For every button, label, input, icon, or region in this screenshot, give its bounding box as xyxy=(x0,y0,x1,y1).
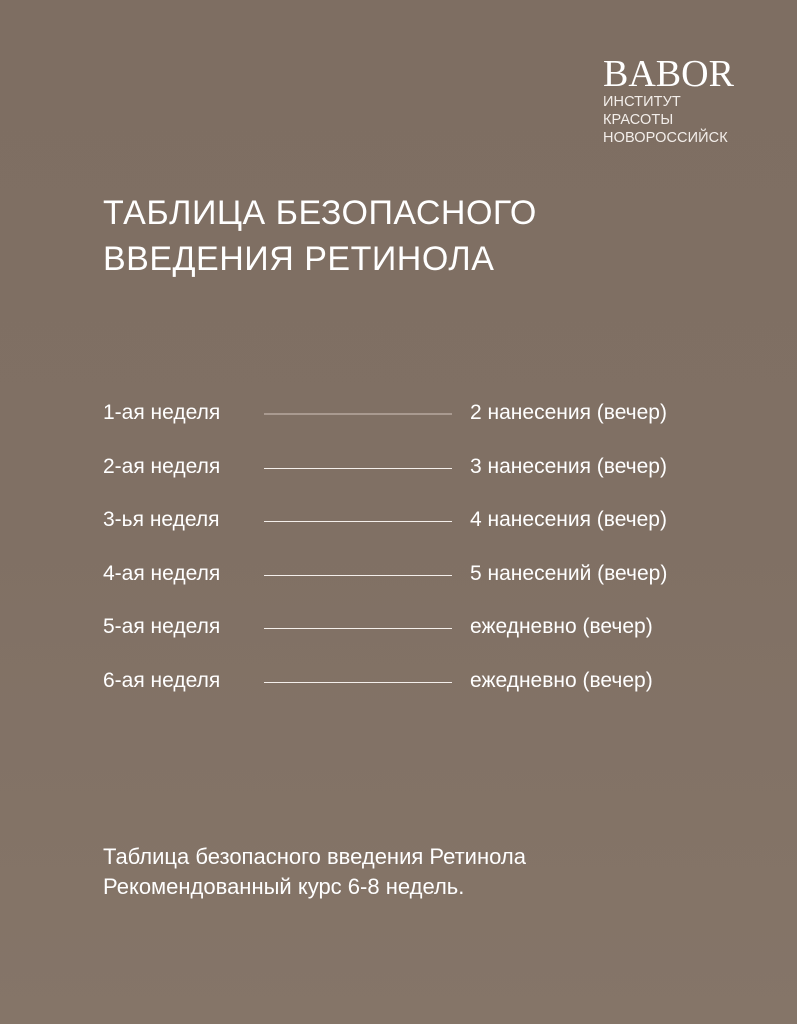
week-label: 6-ая неделя xyxy=(103,668,221,692)
week-label: 2-ая неделя xyxy=(103,454,221,478)
divider-line xyxy=(264,468,452,469)
babor-logo xyxy=(603,55,743,147)
footer-line-2: Рекомендованный курс 6-8 недель. xyxy=(103,874,465,899)
dose-value: ежедневно (вечер) xyxy=(470,615,653,639)
schedule-table xyxy=(103,396,743,718)
divider-line xyxy=(264,575,452,576)
logo-brand: BABOR xyxy=(603,53,734,95)
dose-value: 2 нанесения (вечер) xyxy=(470,401,667,424)
divider-line xyxy=(264,682,452,683)
week-label: 5-ая неделя xyxy=(103,615,221,639)
footer-line-1: Таблица безопасного введения Ретинола xyxy=(103,844,526,869)
schedule-row xyxy=(103,664,743,718)
schedule-row xyxy=(103,396,743,450)
schedule-row xyxy=(103,610,743,664)
logo-subtitle-1: ИНСТИТУТ КРАСОТЫ xyxy=(603,94,681,128)
schedule-row xyxy=(103,557,743,611)
week-label: 1-ая неделя xyxy=(103,401,221,424)
week-label: 4-ая неделя xyxy=(103,561,221,585)
divider-line xyxy=(264,521,452,522)
dose-value: 4 нанесения (вечер) xyxy=(470,508,667,532)
divider-line xyxy=(264,413,452,415)
schedule-row xyxy=(103,503,743,557)
dose-value: 5 нанесений (вечер) xyxy=(470,561,668,585)
dose-value: ежедневно (вечер) xyxy=(470,668,653,692)
title-line-1: ТАБЛИЦА БЕЗОПАСНОГО xyxy=(103,194,537,232)
dose-value: 3 нанесения (вечер) xyxy=(470,454,667,478)
schedule-row xyxy=(103,450,743,504)
title-line-2: ВВЕДЕНИЯ РЕТИНОЛА xyxy=(103,240,495,278)
footer-note xyxy=(103,842,526,902)
week-label: 3-ья неделя xyxy=(103,508,220,532)
page-title xyxy=(103,190,537,282)
logo-subtitle-2: НОВОРОССИЙСК xyxy=(603,130,728,146)
divider-line xyxy=(264,628,452,629)
